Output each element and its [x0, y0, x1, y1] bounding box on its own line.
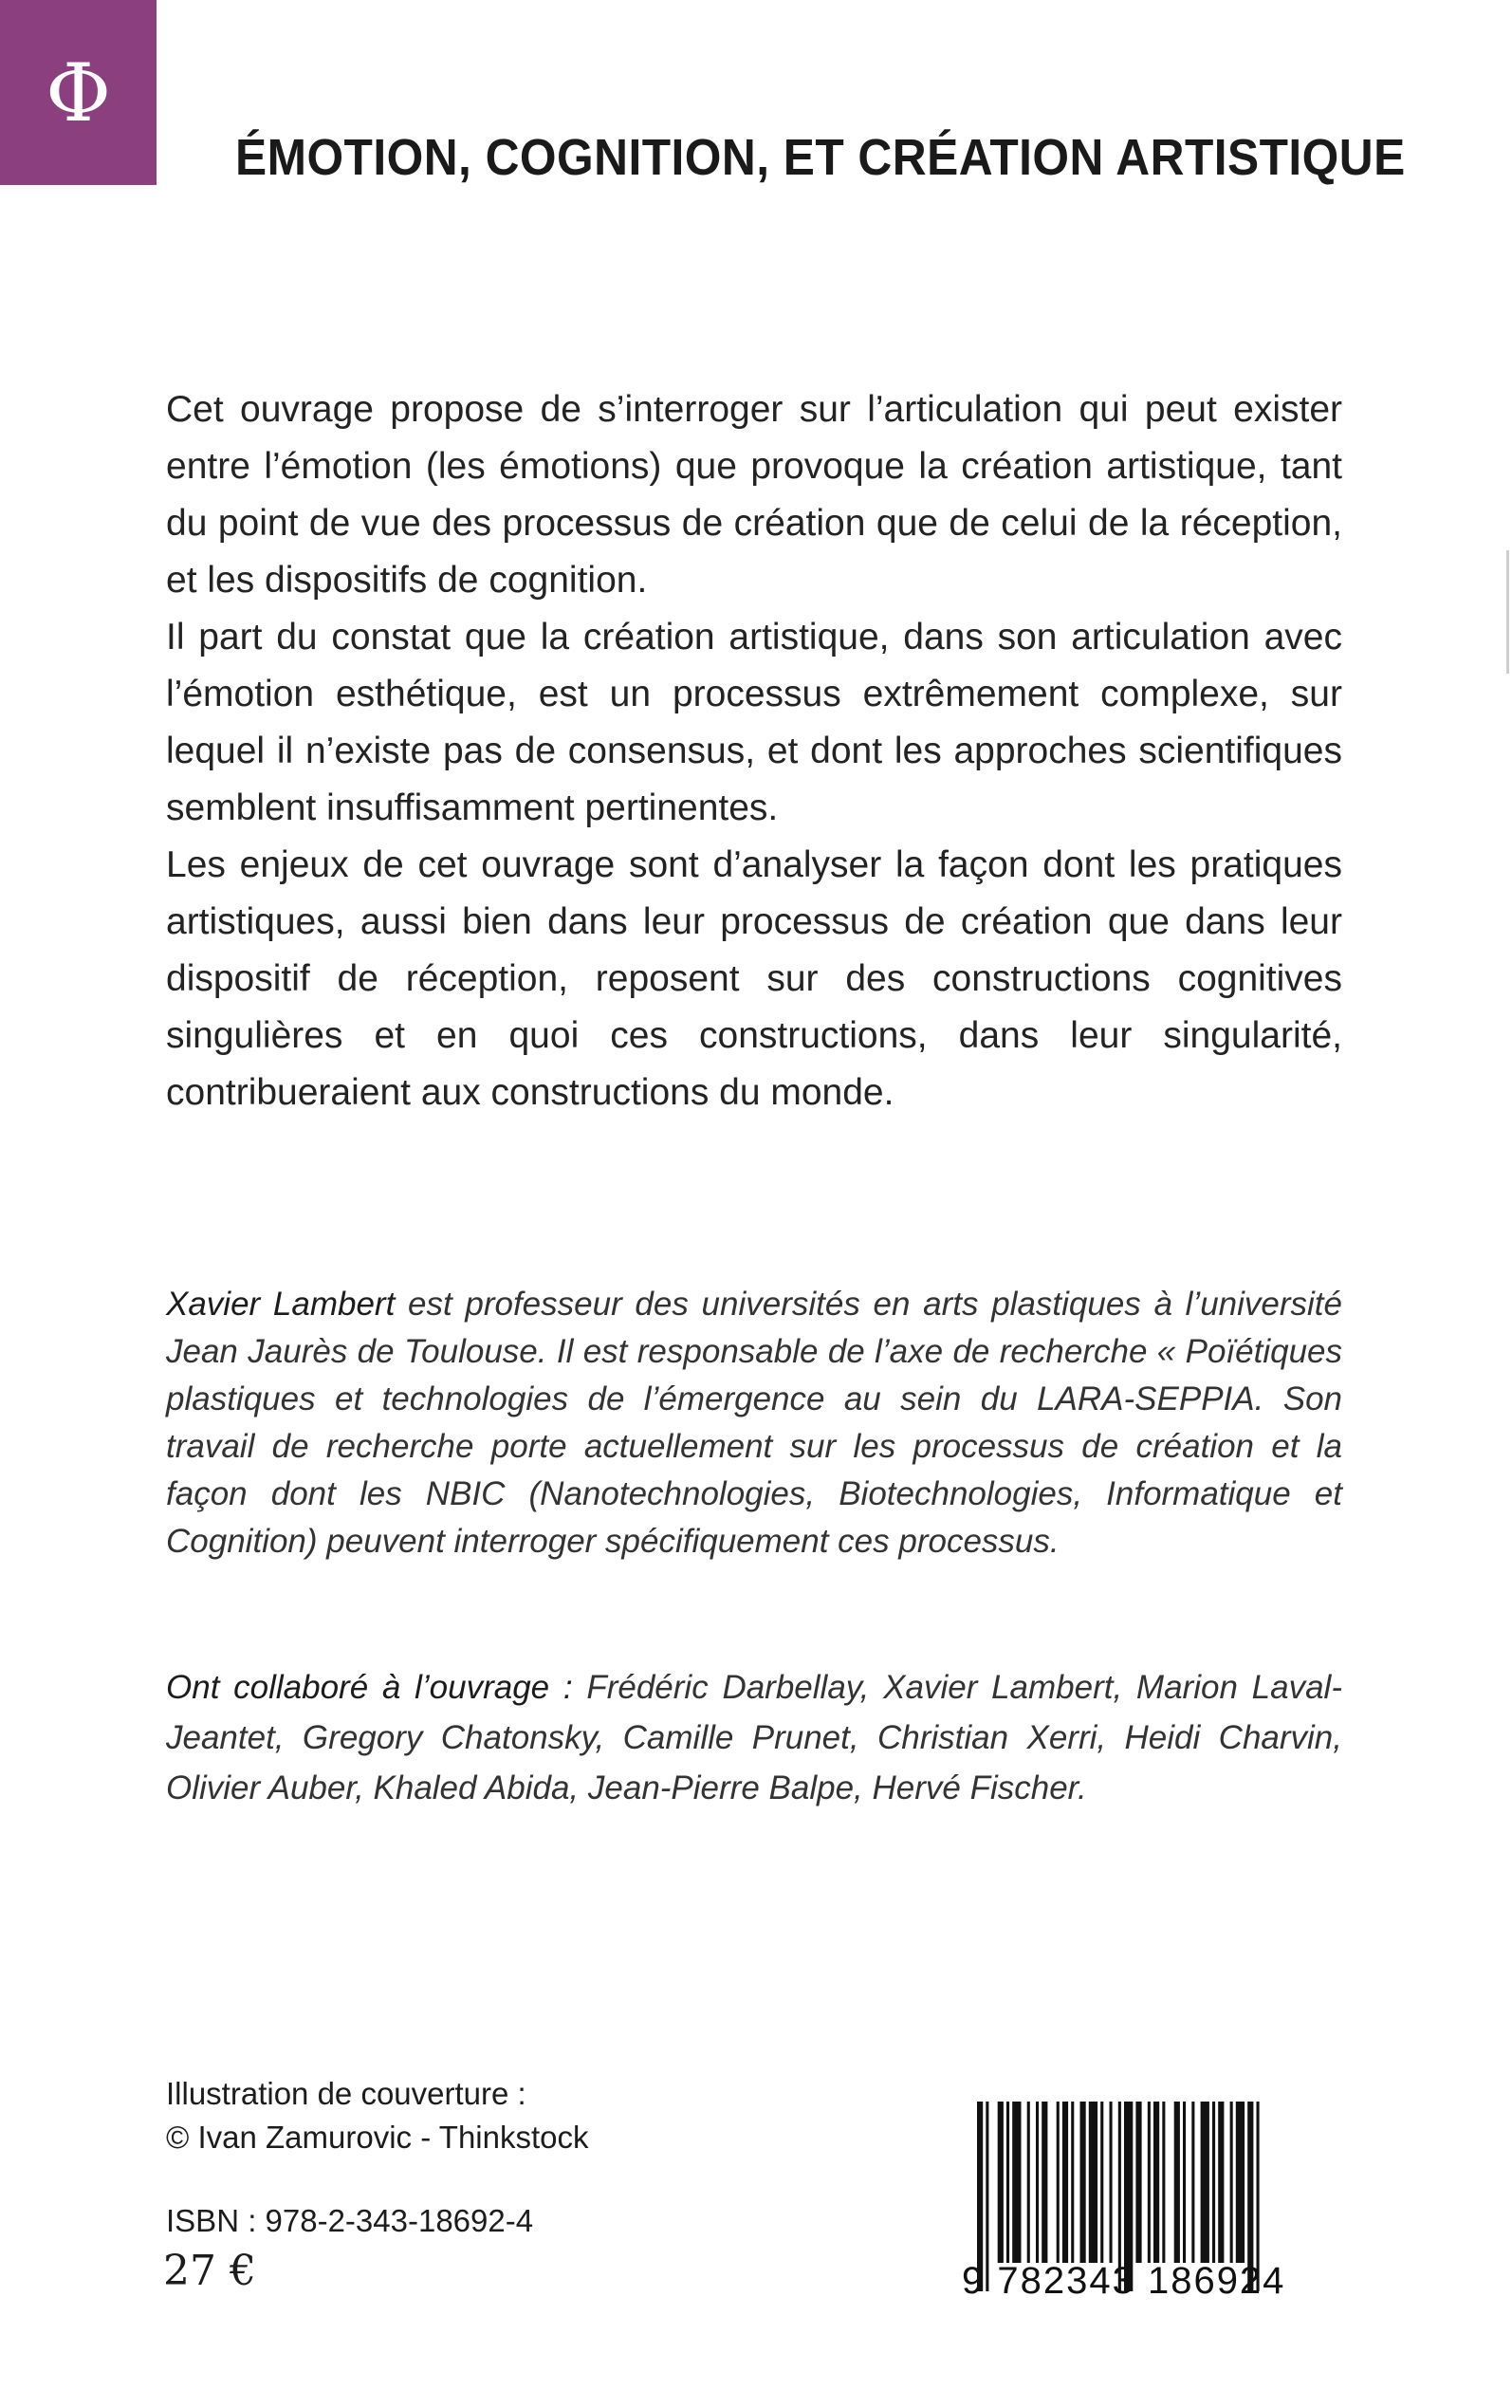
publisher-logo [0, 0, 157, 185]
contributors-lead: Ont collaboré à l’ouvrage : [166, 1669, 573, 1706]
summary-paragraph-2: Il part du constat que la création artistique, dans son articulation avec l’émotion esthétique, est un processus extrêmement complexe, sur lequel il n’existe pas de consensus, et dont les approches scientifiques semblent insuffisamment pertinentes. [166, 617, 1342, 828]
book-summary [166, 381, 1342, 1121]
phi-logo-icon: Φ [46, 46, 111, 139]
price: 27 € [163, 2247, 256, 2295]
summary-paragraph-3: Les enjeux de cet ouvrage sont d’analyser la façon dont les pratiques artistiques, aussi bien dans leur processus de création que dans leur dispositif de réception, reposent sur des constructions cognitives singulières et en quoi ces constructions, dans leur singularité, contribueraient aux constructions du monde. [166, 844, 1342, 1113]
author-bio-text: est professeur des universités en arts plastiques à l’université Jean Jaurès de Toulouse. Il est responsable de l’axe de recherche « Poïétiques plastiques et technologies de l’émergence au sein du LARA-SEPPIA. Son travail de recherche porte actuellement sur les processus de création et la façon dont les NBIC (Nanotechnologies, Biotechnologies, Informatique et Cognition) peuvent interroger spécifiquement ces processus. [166, 1286, 1342, 1560]
page-edge-mark [1506, 550, 1509, 674]
author-name: Xavier Lambert [166, 1286, 396, 1323]
contributors-names: Frédéric Darbellay, Xavier Lambert, Marion Laval-Jeantet, Gregory Chatonsky, Camille Prunet, Christian Xerri, Heidi Charvin, Olivier Auber, Khaled Abida, Jean-Pierre Balpe, Hervé Fischer. [166, 1669, 1342, 1806]
illustration-credit: © Ivan Zamurovic - Thinkstock [166, 2120, 589, 2155]
cover-credit [166, 2072, 589, 2159]
author-bio [166, 1281, 1342, 1565]
summary-paragraph-1: Cet ouvrage propose de s’interroger sur l’articulation qui peut exister entre l’émotion (les émotions) que provoque la création artistique, tant du point de vue des processus de création que de celui de la réception, et les dispositifs de cognition. [166, 389, 1342, 601]
illustration-label: Illustration de couverture : [166, 2076, 526, 2111]
book-title: ÉMOTION, COGNITION, ET CRÉATION ARTISTIQUE [235, 129, 1406, 186]
contributors [166, 1662, 1342, 1813]
isbn: ISBN : 978-2-343-18692-4 [166, 2203, 534, 2238]
barcode-digits: 9 782343 186924 [962, 2260, 1286, 2302]
